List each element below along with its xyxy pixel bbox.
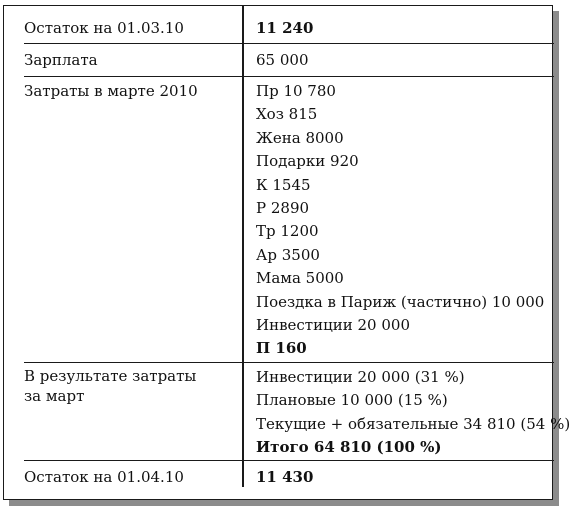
row-values [256, 17, 313, 40]
value-line: П 160 [256, 339, 307, 358]
label-line: В результате затраты [24, 367, 197, 385]
row-values [256, 80, 544, 361]
value-line: Текущие + обязательные 34 810 (54 %) [256, 414, 570, 433]
label-line: за март [24, 387, 85, 405]
row-divider [24, 76, 554, 77]
row-label [24, 80, 198, 103]
value-line: Плановые 10 000 (15 %) [256, 391, 448, 410]
value-line: Инвестиции 20 000 [256, 315, 410, 334]
label-line: Затраты в марте 2010 [24, 82, 198, 100]
row-values [256, 49, 309, 72]
value-line: Жена 8000 [256, 128, 344, 147]
value-line: 11 430 [256, 468, 314, 486]
row-label [24, 49, 98, 72]
label-line: Зарплата [24, 51, 98, 69]
value-line: К 1545 [256, 175, 311, 194]
column-divider [242, 5, 244, 487]
row-label [24, 17, 184, 40]
row-divider [24, 43, 554, 44]
value-line: Подарки 920 [256, 152, 359, 171]
value-line: Тр 1200 [256, 222, 319, 241]
row-values [256, 466, 313, 489]
value-line: Пр 10 780 [256, 82, 336, 100]
value-line: Ар 3500 [256, 245, 320, 264]
row-divider [24, 460, 554, 461]
value-line: 11 240 [256, 19, 314, 37]
value-line: Итого 64 810 (100 %) [256, 438, 442, 457]
value-line: Р 2890 [256, 198, 310, 217]
label-line: Остаток на 01.04.10 [24, 468, 184, 486]
row-label [24, 366, 196, 406]
row-label [24, 466, 184, 489]
value-line: Мама 5000 [256, 269, 344, 288]
value-line: 65 000 [256, 51, 309, 69]
value-line: Поездка в Париж (частично) 10 000 [256, 292, 545, 311]
row-values [256, 366, 570, 460]
label-line: Остаток на 01.03.10 [24, 19, 184, 37]
value-line: Инвестиции 20 000 (31 %) [256, 368, 465, 386]
value-line: Хоз 815 [256, 105, 318, 124]
row-divider [24, 362, 554, 363]
